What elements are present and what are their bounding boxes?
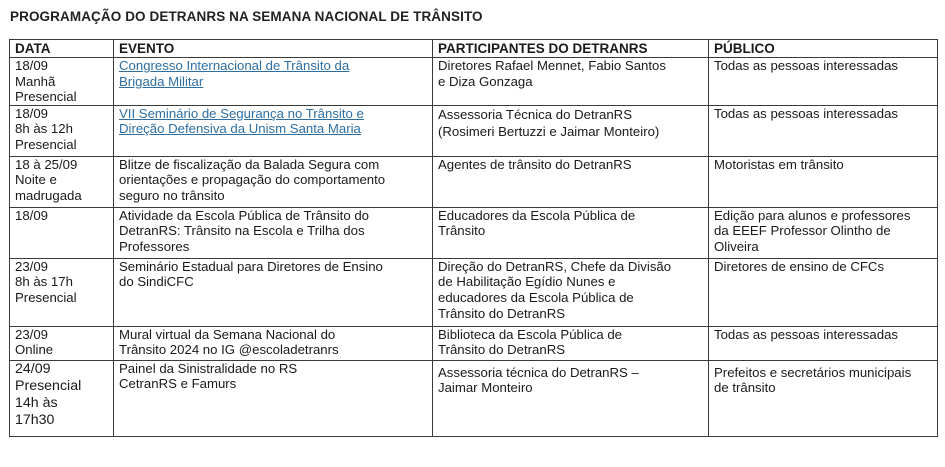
cell-data <box>10 105 114 156</box>
schedule-table <box>9 39 938 437</box>
cell-data <box>10 156 114 207</box>
cell-line: de trânsito <box>714 380 776 396</box>
cell-line: Seminário Estadual para Diretores de Ensino <box>119 258 383 274</box>
cell-publico <box>709 207 938 258</box>
cell-line: Edição para alunos e professores <box>714 207 911 223</box>
cell-evento[interactable] <box>114 105 433 156</box>
cell-data <box>10 58 114 106</box>
column-header-evento: EVENTO <box>114 40 433 58</box>
cell-line: madrugada <box>15 187 82 203</box>
cell-line: Todas as pessoas interessadas <box>714 326 898 342</box>
cell-participantes <box>433 58 709 106</box>
cell-evento <box>114 156 433 207</box>
cell-line: DetranRS: Trânsito na Escola e Trilha dos <box>119 223 365 239</box>
cell-line: Atividade da Escola Pública de Trânsito do <box>119 207 369 223</box>
cell-data <box>10 207 114 258</box>
table-row <box>10 360 938 436</box>
cell-line: CetranRS e Famurs <box>119 376 237 392</box>
column-header-publico: PÚBLICO <box>709 40 938 58</box>
table-row <box>10 326 938 360</box>
table-row <box>10 58 938 106</box>
cell-line: da EEEF Professor Olintho de <box>714 223 891 239</box>
cell-line: 8h às 12h <box>15 121 73 137</box>
cell-evento <box>114 258 433 326</box>
cell-line: Trânsito do DetranRS <box>438 305 566 321</box>
cell-publico <box>709 156 938 207</box>
header-row <box>10 40 938 58</box>
event-link-line[interactable]: Congresso Internacional de Trânsito da <box>119 58 350 73</box>
cell-line: orientações e propagação do comportamento <box>119 172 386 188</box>
cell-line: 18/09 <box>15 207 49 223</box>
cell-line: Motoristas em trânsito <box>714 156 844 172</box>
cell-line: Presencial <box>15 377 82 394</box>
cell-evento <box>114 360 433 436</box>
cell-line: Biblioteca da Escola Pública de <box>438 326 623 342</box>
cell-evento <box>114 326 433 360</box>
column-header-participantes: PARTICIPANTES DO DETRANRS <box>433 40 709 58</box>
cell-line: Presencial <box>15 136 77 152</box>
cell-line: Mural virtual da Semana Nacional do <box>119 326 336 342</box>
cell-publico <box>709 258 938 326</box>
table-row <box>10 258 938 326</box>
cell-line: (Rosimeri Bertuzzi e Jaimar Monteiro) <box>438 123 660 139</box>
cell-line: Direção do DetranRS, Chefe da Divisão <box>438 258 672 274</box>
cell-line: Noite e <box>15 172 57 188</box>
cell-publico <box>709 105 938 156</box>
cell-line: 24/09 <box>15 360 51 377</box>
cell-line: Manhã <box>15 73 56 89</box>
cell-line: Agentes de trânsito do DetranRS <box>438 156 632 172</box>
cell-line: Educadores da Escola Pública de <box>438 207 636 223</box>
cell-line: 23/09 <box>15 258 49 274</box>
cell-line: Painel da Sinistralidade no RS <box>119 360 298 376</box>
cell-participantes <box>433 105 709 156</box>
schedule-body <box>10 58 938 437</box>
cell-data <box>10 326 114 360</box>
cell-line: 23/09 <box>15 326 49 342</box>
cell-line: Jaimar Monteiro <box>438 380 533 396</box>
cell-evento[interactable] <box>114 58 433 106</box>
event-link-line[interactable]: Brigada Militar <box>119 73 204 89</box>
cell-line: 18/09 <box>15 105 49 121</box>
cell-line: 18 à 25/09 <box>15 156 78 172</box>
cell-line: 18/09 <box>15 58 49 73</box>
column-header-data: DATA <box>10 40 114 58</box>
cell-publico <box>709 58 938 106</box>
cell-line: Diretores Rafael Mennet, Fabio Santos <box>438 58 666 73</box>
cell-evento <box>114 207 433 258</box>
cell-line: Diretores de ensino de CFCs <box>714 258 885 274</box>
cell-line: Presencial <box>15 289 77 305</box>
table-row <box>10 105 938 156</box>
cell-line: Trânsito do DetranRS <box>438 342 566 358</box>
cell-line: Online <box>15 342 54 358</box>
cell-line: de Habilitação Egídio Nunes e <box>438 274 616 290</box>
cell-line: Assessoria técnica do DetranRS – <box>438 364 639 380</box>
cell-line: Presencial <box>15 89 77 105</box>
table-row <box>10 156 938 207</box>
cell-line: Prefeitos e secretários municipais <box>714 364 912 380</box>
cell-line: Oliveira <box>714 238 759 254</box>
cell-data <box>10 360 114 436</box>
cell-line: Trânsito <box>438 223 486 239</box>
cell-participantes <box>433 207 709 258</box>
cell-participantes <box>433 156 709 207</box>
cell-line: Todas as pessoas interessadas <box>714 105 898 121</box>
cell-participantes <box>433 258 709 326</box>
cell-publico <box>709 360 938 436</box>
cell-publico <box>709 326 938 360</box>
cell-participantes <box>433 326 709 360</box>
event-link-line[interactable]: VII Seminário de Segurança no Trânsito e <box>119 105 364 121</box>
cell-participantes <box>433 360 709 436</box>
cell-line: do SindiCFC <box>119 274 194 290</box>
cell-line: e Diza Gonzaga <box>438 73 533 89</box>
cell-line: Professores <box>119 238 190 254</box>
table-row <box>10 207 938 258</box>
cell-line: Trânsito 2024 no IG @escoladetranrs <box>119 342 339 358</box>
cell-line: educadores da Escola Pública de <box>438 289 634 305</box>
cell-line: Todas as pessoas interessadas <box>714 58 898 73</box>
event-link-line[interactable]: Direção Defensiva da Unism Santa Maria <box>119 121 361 137</box>
cell-line: 8h às 17h <box>15 274 73 290</box>
cell-line: seguro no trânsito <box>119 187 225 203</box>
page-title: PROGRAMAÇÃO DO DETRANRS NA SEMANA NACIONAL DE TRÂNSITO <box>10 9 483 24</box>
cell-line: 17h30 <box>15 412 55 429</box>
cell-data <box>10 258 114 326</box>
cell-line: Assessoria Técnica do DetranRS <box>438 106 632 122</box>
cell-line: 14h às <box>15 395 58 412</box>
cell-line: Blitze de fiscalização da Balada Segura com <box>119 156 380 172</box>
